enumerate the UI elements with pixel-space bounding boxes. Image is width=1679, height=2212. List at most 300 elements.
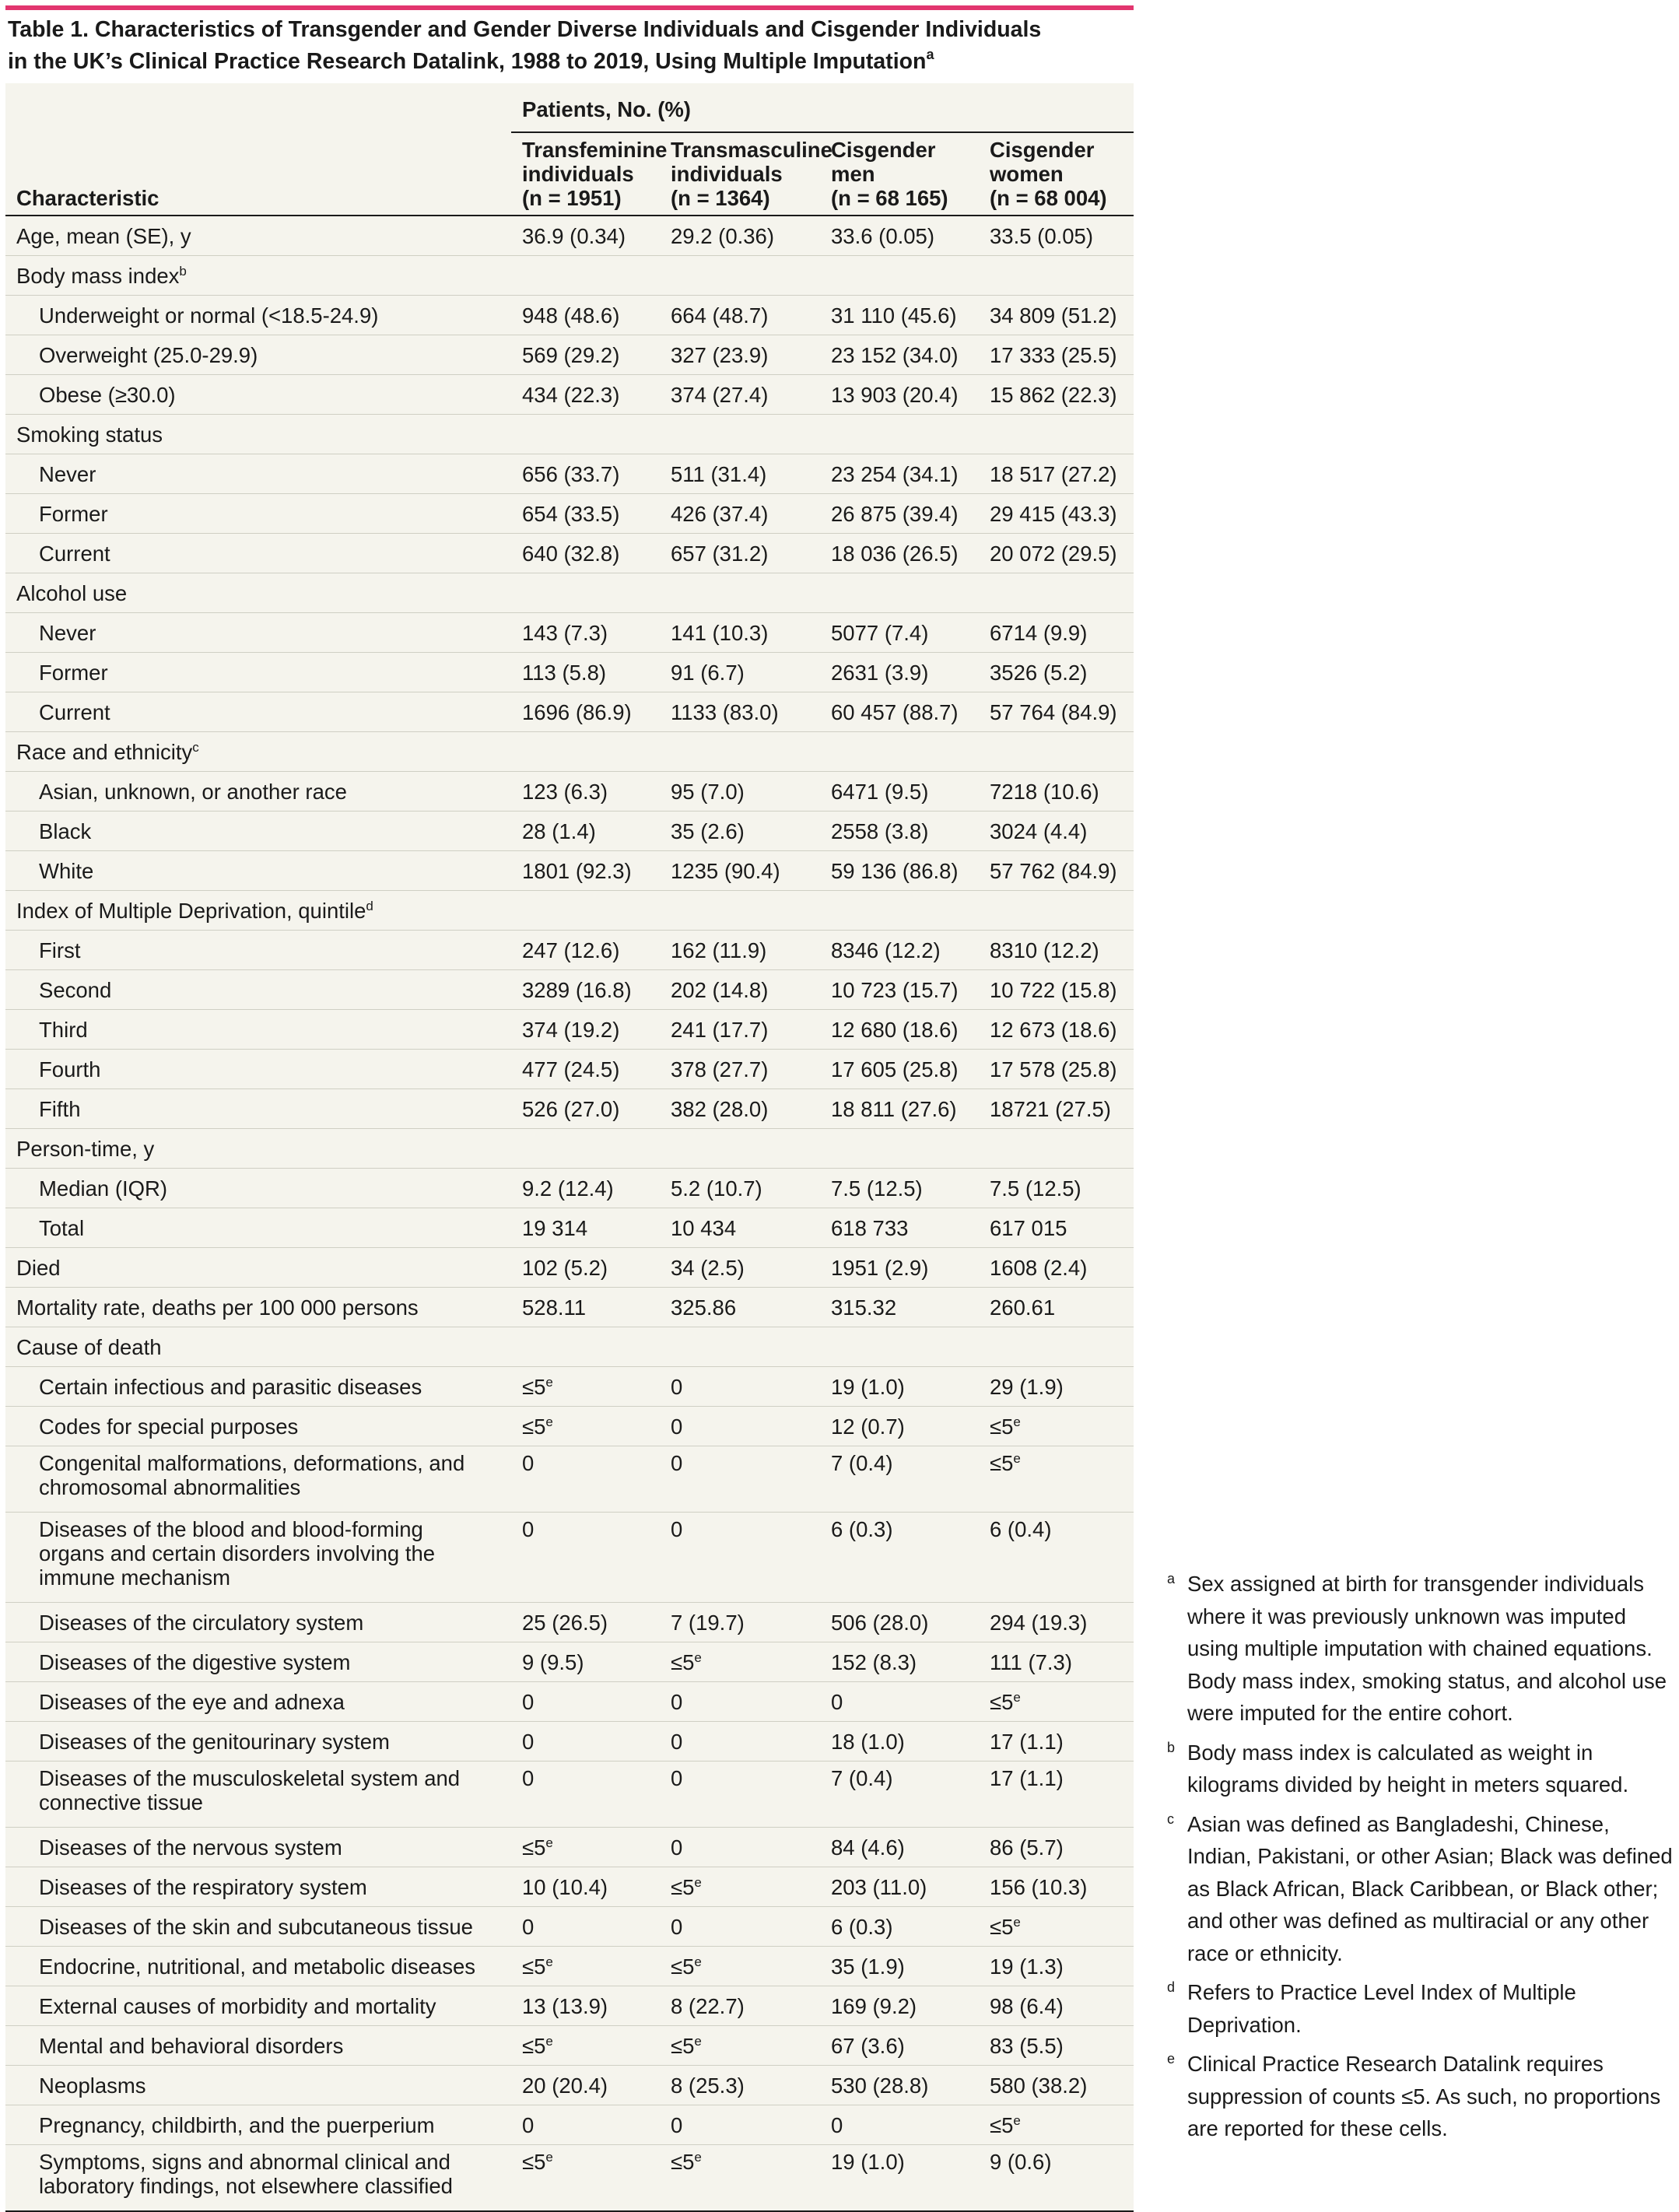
value-cell: 10 434 [660, 1208, 820, 1248]
row-label-text: Former [39, 501, 108, 526]
suppression-footnote-mark: e [545, 1954, 553, 1969]
column-header-row [5, 132, 1134, 216]
value-cell: 260.61 [979, 1288, 1134, 1327]
row-label-text: Asian, unknown, or another race [39, 779, 347, 804]
value-cell: 2558 (3.8) [820, 812, 979, 851]
value-cell: 113 (5.8) [511, 653, 660, 692]
table-row [5, 2105, 1134, 2145]
value-cell: 1951 (2.9) [820, 1248, 979, 1288]
value-cell: 156 (10.3) [979, 1867, 1134, 1907]
value-cell: 19 (1.3) [979, 1947, 1134, 1986]
value-cell [660, 1867, 820, 1907]
value-cell: 95 (7.0) [660, 772, 820, 812]
column-header-cisgender-men [820, 132, 979, 216]
group-header-row [5, 83, 1134, 132]
value-cell [660, 1129, 820, 1169]
suppression-footnote-mark: e [694, 2150, 702, 2165]
suppression-footnote-mark: e [545, 2150, 553, 2165]
row-label-text: Never [39, 461, 96, 486]
row-label [5, 1327, 511, 1367]
value-cell: 247 (12.6) [511, 931, 660, 970]
row-label-footnote-mark: b [179, 263, 187, 279]
value-cell: 1801 (92.3) [511, 851, 660, 891]
value-cell: 8310 (12.2) [979, 931, 1134, 970]
value-cell [820, 732, 979, 772]
row-label [5, 1010, 511, 1050]
row-label-text: Index of Multiple Deprivation, quintile [16, 898, 366, 923]
row-label-text: Diseases of the eye and adnexa [39, 1689, 345, 1714]
row-label [5, 1050, 511, 1089]
row-label [5, 494, 511, 534]
value-cell: 0 [820, 2105, 979, 2145]
suppressed-value: ≤5 [522, 1374, 546, 1399]
table-row [5, 772, 1134, 812]
value-cell: 9 (0.6) [979, 2145, 1134, 2212]
value-cell: 13 (13.9) [511, 1986, 660, 2026]
table-row [5, 375, 1134, 415]
value-cell [660, 2145, 820, 2212]
column-header-line: Transmasculine [671, 138, 832, 162]
row-label-text: Pregnancy, childbirth, and the puerperium [39, 2112, 435, 2137]
table-row [5, 296, 1134, 335]
row-label [5, 296, 511, 335]
suppressed-value: ≤5 [522, 2033, 546, 2058]
row-label-text: Mortality rate, deaths per 100 000 persons [16, 1295, 419, 1320]
table-row [5, 812, 1134, 851]
value-cell: 6471 (9.5) [820, 772, 979, 812]
footnote-mark: d [1167, 1979, 1176, 1995]
value-cell [511, 256, 660, 296]
value-cell: 0 [660, 2105, 820, 2145]
row-label-text: Alcohol use [16, 580, 128, 605]
value-cell: 327 (23.9) [660, 335, 820, 375]
value-cell: 526 (27.0) [511, 1089, 660, 1129]
value-cell: 19 (1.0) [820, 2145, 979, 2212]
suppressed-value: ≤5 [990, 1414, 1014, 1439]
row-label [5, 216, 511, 256]
table-row [5, 1288, 1134, 1327]
value-cell [511, 1407, 660, 1446]
row-label-text: Person-time, y [16, 1136, 155, 1161]
value-cell: 0 [660, 1907, 820, 1947]
column-header-line: individuals [522, 162, 634, 186]
row-label [5, 375, 511, 415]
row-label [5, 851, 511, 891]
suppression-footnote-mark: e [545, 1414, 553, 1429]
value-cell: 434 (22.3) [511, 375, 660, 415]
table-row [5, 1513, 1134, 1603]
value-cell: 23 152 (34.0) [820, 335, 979, 375]
value-cell: 0 [820, 1682, 979, 1722]
row-label [5, 1089, 511, 1129]
value-cell: 477 (24.5) [511, 1050, 660, 1089]
value-cell: 0 [511, 1682, 660, 1722]
value-cell: 84 (4.6) [820, 1828, 979, 1867]
value-cell [511, 1828, 660, 1867]
value-cell [511, 573, 660, 613]
value-cell: 25 (26.5) [511, 1603, 660, 1642]
suppression-footnote-mark: e [1013, 1451, 1021, 1466]
value-cell: 1696 (86.9) [511, 692, 660, 732]
row-label-text: Endocrine, nutritional, and metabolic diseases [39, 1954, 476, 1979]
suppressed-value: ≤5 [990, 1451, 1014, 1475]
row-label [5, 1208, 511, 1248]
value-cell: 35 (1.9) [820, 1947, 979, 1986]
table-row [5, 2066, 1134, 2105]
value-cell: 530 (28.8) [820, 2066, 979, 2105]
column-header-line: (n = 68 004) [990, 186, 1107, 210]
value-cell: 17 333 (25.5) [979, 335, 1134, 375]
value-cell [820, 573, 979, 613]
row-label [5, 415, 511, 454]
value-cell: 315.32 [820, 1288, 979, 1327]
value-cell: 3526 (5.2) [979, 653, 1134, 692]
row-label [5, 1682, 511, 1722]
value-cell: 0 [660, 1367, 820, 1407]
value-cell [979, 415, 1134, 454]
value-cell: 33.5 (0.05) [979, 216, 1134, 256]
value-cell: 325.86 [660, 1288, 820, 1327]
table-body [5, 216, 1134, 2211]
value-cell: 162 (11.9) [660, 931, 820, 970]
value-cell: 1133 (83.0) [660, 692, 820, 732]
row-label [5, 2145, 511, 2212]
table-row [5, 2026, 1134, 2066]
value-cell [511, 1367, 660, 1407]
footnote-c [1167, 1808, 1673, 1970]
value-cell: 83 (5.5) [979, 2026, 1134, 2066]
table-row [5, 1129, 1134, 1169]
column-header-transfeminine [511, 132, 668, 216]
table-row [5, 1446, 1134, 1513]
row-label [5, 931, 511, 970]
row-label-text: Fourth [39, 1057, 101, 1081]
value-cell: 20 (20.4) [511, 2066, 660, 2105]
footnote-mark: a [1167, 1571, 1176, 1586]
value-cell: 7 (0.4) [820, 1762, 979, 1828]
table-row [5, 1722, 1134, 1762]
table-container [5, 83, 1134, 2212]
row-label-text: Black [39, 819, 92, 843]
value-cell [660, 1327, 820, 1367]
table-row [5, 1642, 1134, 1682]
row-label-text: Former [39, 660, 108, 685]
row-label [5, 1762, 511, 1828]
row-label-footnote-mark: c [192, 739, 199, 755]
row-label-footnote-mark: d [366, 898, 373, 913]
value-cell: 7 (19.7) [660, 1603, 820, 1642]
value-cell [820, 1327, 979, 1367]
row-label [5, 732, 511, 772]
row-label-text: External causes of morbidity and mortality [39, 1993, 436, 2018]
value-cell: 33.6 (0.05) [820, 216, 979, 256]
suppression-footnote-mark: e [694, 2033, 702, 2049]
suppressed-value: ≤5 [990, 1689, 1014, 1714]
value-cell [820, 256, 979, 296]
table-row [5, 1947, 1134, 1986]
row-label-text: Diseases of the blood and blood-forming organs and certain disorders involving the immune mechanism [39, 1517, 436, 1590]
value-cell: 382 (28.0) [660, 1089, 820, 1129]
characteristics-table [5, 83, 1134, 2212]
value-cell: 618 733 [820, 1208, 979, 1248]
column-header-line: Transfeminine [522, 138, 668, 162]
row-label [5, 1248, 511, 1288]
value-cell: 29.2 (0.36) [660, 216, 820, 256]
value-cell [660, 573, 820, 613]
row-label-text: Diseases of the digestive system [39, 1649, 351, 1674]
value-cell [660, 732, 820, 772]
column-header-transmasculine [660, 132, 832, 216]
value-cell: 8 (25.3) [660, 2066, 820, 2105]
suppressed-value: ≤5 [990, 2112, 1014, 2137]
value-cell: 169 (9.2) [820, 1986, 979, 2026]
value-cell: 15 862 (22.3) [979, 375, 1134, 415]
row-label [5, 1446, 511, 1513]
table-row [5, 1603, 1134, 1642]
column-header-line: Cisgender [990, 138, 1095, 162]
table-title-footnote-mark: a [926, 47, 934, 62]
row-label-text: Body mass index [16, 263, 180, 288]
value-cell: 0 [660, 1682, 820, 1722]
value-cell [979, 1129, 1134, 1169]
footnote-d [1167, 1976, 1673, 2041]
row-label-text: Neoplasms [39, 2073, 146, 2098]
footnote-b [1167, 1737, 1673, 1801]
value-cell: 29 (1.9) [979, 1367, 1134, 1407]
value-cell: 141 (10.3) [660, 613, 820, 653]
value-cell: 98 (6.4) [979, 1986, 1134, 2026]
value-cell: 5077 (7.4) [820, 613, 979, 653]
value-cell: 18721 (27.5) [979, 1089, 1134, 1129]
table-row [5, 1327, 1134, 1367]
footnote-mark: c [1167, 1811, 1174, 1827]
suppressed-value: ≤5 [522, 1954, 546, 1979]
row-label-text: Current [39, 699, 110, 724]
value-cell: 67 (3.6) [820, 2026, 979, 2066]
value-cell: 6 (0.4) [979, 1513, 1134, 1603]
row-label [5, 1947, 511, 1986]
table-row [5, 1248, 1134, 1288]
footnote-a [1167, 1568, 1673, 1730]
value-cell [511, 2145, 660, 2212]
value-cell: 19 314 [511, 1208, 660, 1248]
suppression-footnote-mark: e [545, 1374, 553, 1390]
value-cell: 35 (2.6) [660, 812, 820, 851]
value-cell: 34 809 (51.2) [979, 296, 1134, 335]
patients-group-header: Patients, No. (%) [511, 83, 1134, 132]
value-cell: 7 (0.4) [820, 1446, 979, 1513]
value-cell [979, 256, 1134, 296]
row-label [5, 772, 511, 812]
table-row [5, 1010, 1134, 1050]
value-cell: 152 (8.3) [820, 1642, 979, 1682]
value-cell: 0 [660, 1828, 820, 1867]
value-cell: 378 (27.7) [660, 1050, 820, 1089]
suppression-footnote-mark: e [694, 1874, 702, 1890]
value-cell [979, 2105, 1134, 2145]
value-cell [660, 415, 820, 454]
value-cell: 29 415 (43.3) [979, 494, 1134, 534]
title-accent-rule [5, 5, 1134, 10]
value-cell: 18 517 (27.2) [979, 454, 1134, 494]
table-row [5, 494, 1134, 534]
row-label [5, 573, 511, 613]
value-cell [511, 1947, 660, 1986]
value-cell [820, 415, 979, 454]
value-cell: 23 254 (34.1) [820, 454, 979, 494]
value-cell: 7218 (10.6) [979, 772, 1134, 812]
value-cell: 294 (19.3) [979, 1603, 1134, 1642]
value-cell: 202 (14.8) [660, 970, 820, 1010]
value-cell: 0 [511, 1722, 660, 1762]
row-label-text: Current [39, 541, 110, 566]
value-cell: 8346 (12.2) [820, 931, 979, 970]
footnote-mark: e [1167, 2051, 1176, 2067]
value-cell [979, 1682, 1134, 1722]
value-cell [979, 891, 1134, 931]
row-label-text: Diseases of the musculoskeletal system and connective tissue [39, 1766, 461, 1814]
value-cell: 57 764 (84.9) [979, 692, 1134, 732]
row-label [5, 1129, 511, 1169]
row-label-text: Median (IQR) [39, 1176, 168, 1201]
value-cell: 3024 (4.4) [979, 812, 1134, 851]
suppression-footnote-mark: e [1013, 1914, 1021, 1930]
row-label [5, 1986, 511, 2026]
row-label-text: Diseases of the respiratory system [39, 1874, 367, 1899]
value-cell [660, 891, 820, 931]
row-label [5, 1367, 511, 1407]
footnote-text: Body mass index is calculated as weight in kilograms divided by height in meters squared. [1187, 1740, 1629, 1797]
value-cell [660, 1947, 820, 1986]
header-empty-cell [5, 83, 511, 132]
suppressed-value: ≤5 [671, 2150, 695, 2174]
value-cell: 18 036 (26.5) [820, 534, 979, 573]
row-label [5, 692, 511, 732]
value-cell [660, 1642, 820, 1682]
value-cell: 123 (6.3) [511, 772, 660, 812]
row-label [5, 1603, 511, 1642]
table-title-line-2 [8, 46, 1128, 78]
table-row [5, 1828, 1134, 1867]
value-cell [820, 1129, 979, 1169]
value-cell: 10 723 (15.7) [820, 970, 979, 1010]
value-cell: 0 [660, 1722, 820, 1762]
suppression-footnote-mark: e [694, 1649, 702, 1665]
table-row [5, 454, 1134, 494]
table-row [5, 1089, 1134, 1129]
footnote-text: Asian was defined as Bangladeshi, Chinese, Indian, Pakistani, or other Asian; Black was defined as Black African, Black Caribbean, or Black other; and other was defined as multiracial or any other race or ethnicity. [1187, 1811, 1673, 1965]
footnote-e [1167, 2048, 1673, 2145]
row-label [5, 256, 511, 296]
value-cell [660, 2026, 820, 2066]
column-header-cisgender-women [979, 132, 1134, 216]
value-cell: 0 [511, 1762, 660, 1828]
value-cell [979, 1407, 1134, 1446]
row-label [5, 2105, 511, 2145]
suppressed-value: ≤5 [522, 1414, 546, 1439]
row-label-text: Third [39, 1017, 88, 1042]
value-cell [979, 573, 1134, 613]
suppression-footnote-mark: e [1013, 1689, 1021, 1705]
table-row [5, 573, 1134, 613]
value-cell: 374 (19.2) [511, 1010, 660, 1050]
table-row [5, 970, 1134, 1010]
suppressed-value: ≤5 [671, 2033, 695, 2058]
footnote-mark: b [1167, 1739, 1176, 1755]
table-row [5, 335, 1134, 375]
row-label-text: Died [16, 1255, 61, 1280]
row-label-text: Race and ethnicity [16, 739, 193, 764]
suppressed-value: ≤5 [671, 1649, 695, 1674]
value-cell: 34 (2.5) [660, 1248, 820, 1288]
value-cell [979, 1446, 1134, 1513]
table-row [5, 653, 1134, 692]
value-cell: 17 605 (25.8) [820, 1050, 979, 1089]
value-cell: 0 [511, 1513, 660, 1603]
value-cell: 17 578 (25.8) [979, 1050, 1134, 1089]
value-cell: 57 762 (84.9) [979, 851, 1134, 891]
table-row [5, 1050, 1134, 1089]
row-label [5, 1828, 511, 1867]
row-label [5, 2026, 511, 2066]
value-cell: 12 673 (18.6) [979, 1010, 1134, 1050]
table-row [5, 851, 1134, 891]
value-cell: 86 (5.7) [979, 1828, 1134, 1867]
table-row [5, 1867, 1134, 1907]
value-cell [979, 1907, 1134, 1947]
row-label-text: Mental and behavioral disorders [39, 2033, 344, 2058]
value-cell: 1608 (2.4) [979, 1248, 1134, 1288]
value-cell: 580 (38.2) [979, 2066, 1134, 2105]
table-row [5, 1762, 1134, 1828]
row-label-text: Overweight (25.0-29.9) [39, 342, 258, 367]
value-cell: 10 722 (15.8) [979, 970, 1134, 1010]
value-cell [820, 891, 979, 931]
value-cell: 9 (9.5) [511, 1642, 660, 1682]
column-header-line: (n = 1951) [522, 186, 622, 210]
row-label [5, 653, 511, 692]
row-label-text: White [39, 858, 94, 883]
characteristic-column-header: Characteristic [5, 132, 511, 216]
value-cell: 17 (1.1) [979, 1722, 1134, 1762]
value-cell [511, 2026, 660, 2066]
value-cell: 6 (0.3) [820, 1513, 979, 1603]
row-label [5, 1288, 511, 1327]
row-label-text: Diseases of the skin and subcutaneous tissue [39, 1914, 473, 1939]
value-cell: 7.5 (12.5) [979, 1169, 1134, 1208]
suppression-footnote-mark: e [694, 1954, 702, 1969]
row-label-text: Smoking status [16, 422, 163, 447]
value-cell: 528.11 [511, 1288, 660, 1327]
value-cell: 657 (31.2) [660, 534, 820, 573]
value-cell: 0 [511, 1446, 660, 1513]
table-row [5, 1367, 1134, 1407]
row-label-text: Age, mean (SE), y [16, 223, 191, 248]
value-cell: 12 680 (18.6) [820, 1010, 979, 1050]
value-cell: 26 875 (39.4) [820, 494, 979, 534]
table-row [5, 1208, 1134, 1248]
value-cell: 31 110 (45.6) [820, 296, 979, 335]
value-cell: 7.5 (12.5) [820, 1169, 979, 1208]
footnote-text: Clinical Practice Research Datalink requires suppression of counts ≤5. As such, no proportions are reported for these cells. [1187, 2052, 1661, 2140]
row-label-text: Underweight or normal (<18.5-24.9) [39, 303, 379, 328]
value-cell [511, 732, 660, 772]
table-row [5, 534, 1134, 573]
value-cell: 6 (0.3) [820, 1907, 979, 1947]
value-cell: 506 (28.0) [820, 1603, 979, 1642]
suppressed-value: ≤5 [522, 1835, 546, 1860]
suppression-footnote-mark: e [545, 2033, 553, 2049]
